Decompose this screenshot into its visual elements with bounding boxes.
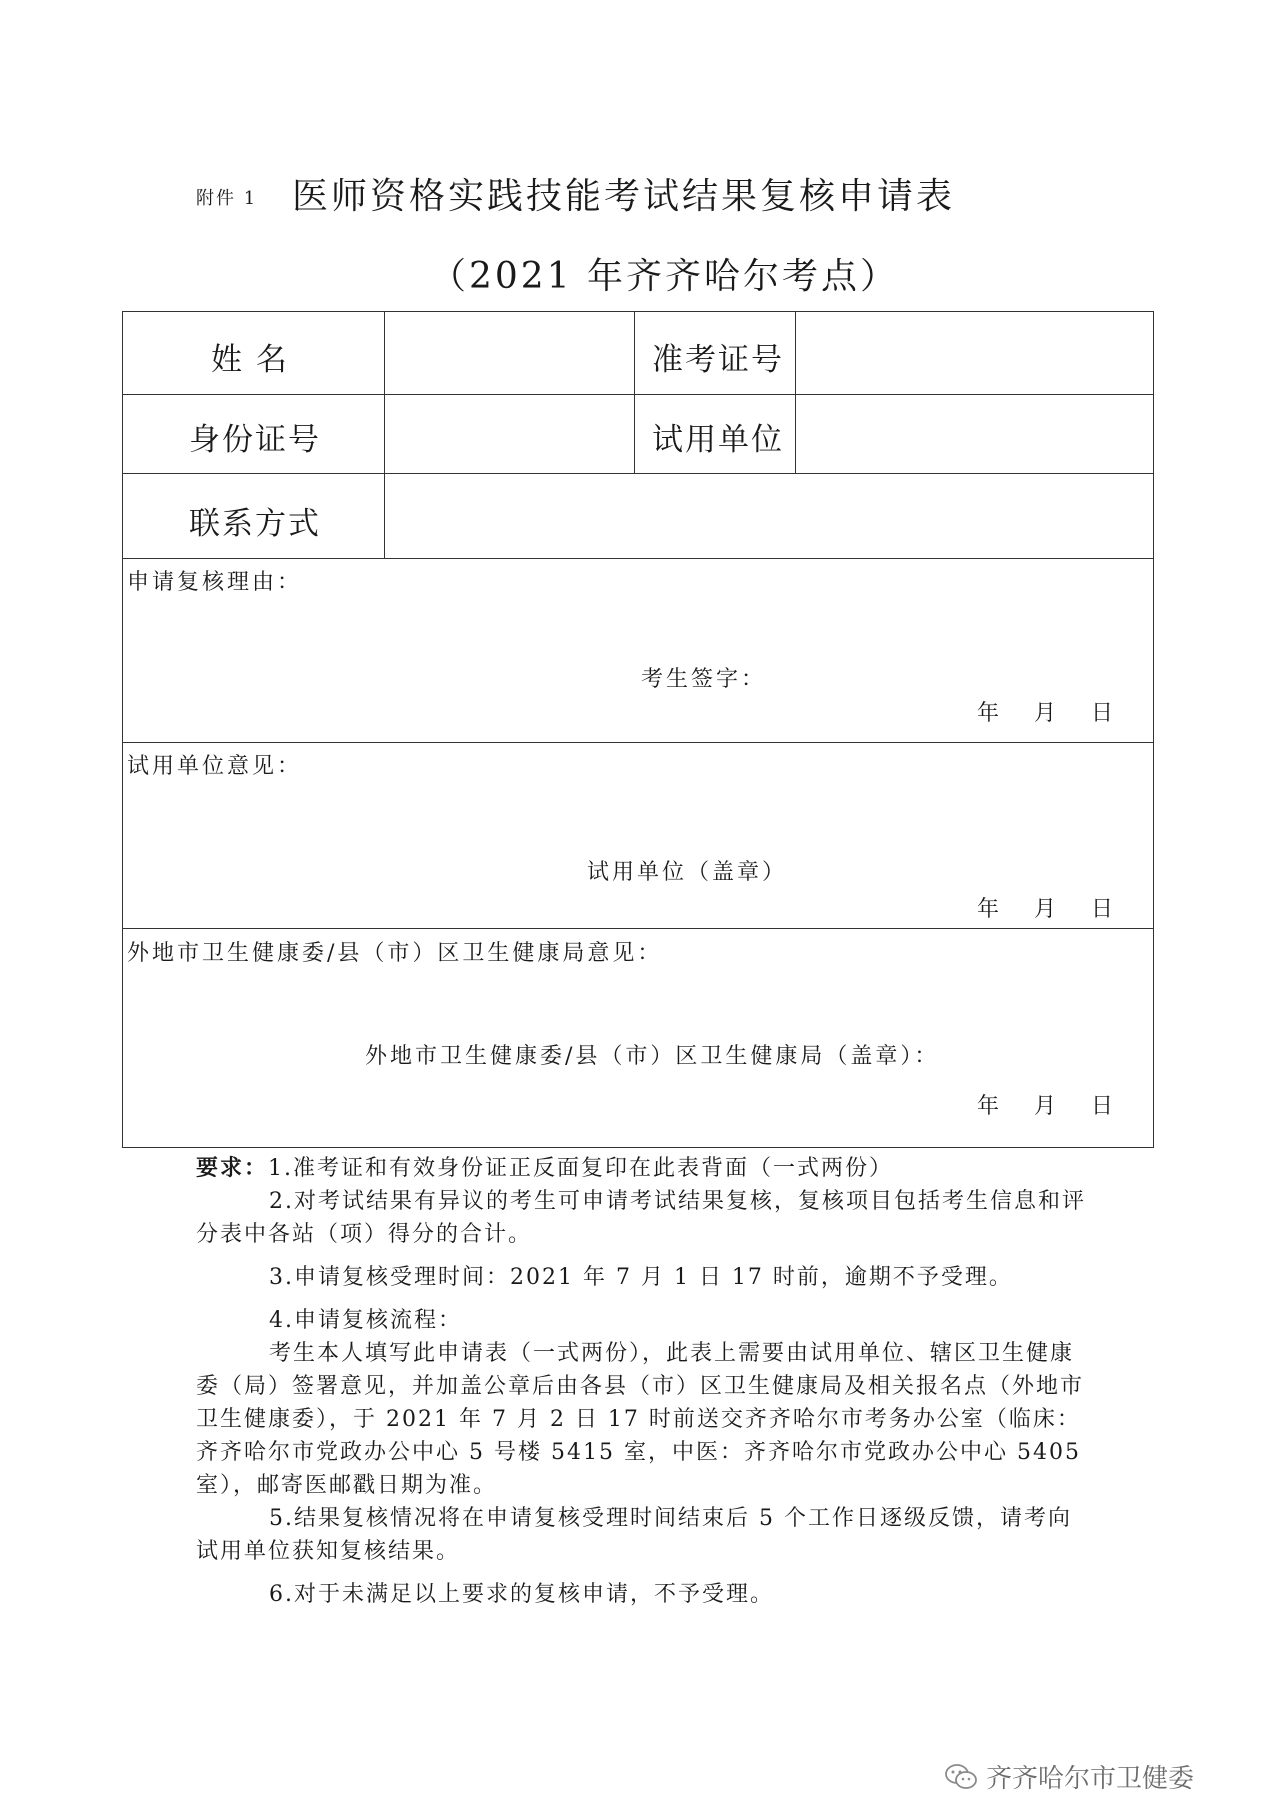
name-label: 姓 名	[211, 342, 289, 378]
reason-date: 年 月 日	[977, 701, 1127, 726]
bureau-opinion-date: 年 月 日	[977, 1094, 1127, 1119]
bureau-opinion-heading: 外地市卫生健康委/县（市）区卫生健康局意见：	[127, 941, 663, 966]
page-title: 医师资格实践技能考试结果复核申请表	[292, 176, 956, 217]
unit-opinion-date: 年 月 日	[977, 897, 1127, 922]
reason-heading: 申请复核理由：	[127, 570, 303, 595]
requirement-item: 4.申请复核流程：	[269, 1308, 462, 1333]
exam-id-field[interactable]	[796, 312, 1152, 394]
requirements-section	[196, 1152, 1086, 1611]
requirement-item: 2.对考试结果有异议的考生可申请考试结果复核，复核项目包括考生信息和评分表中各站（项）得分的合计。	[196, 1189, 1086, 1247]
attachment-label: 附件 1	[196, 188, 258, 209]
candidate-signature-label: 考生签字：	[641, 667, 767, 692]
exam-id-label: 准考证号	[652, 342, 784, 378]
wechat-icon	[944, 1763, 978, 1791]
requirement-item: 6.对于未满足以上要求的复核申请，不予受理。	[269, 1582, 774, 1607]
column-divider	[634, 312, 635, 473]
application-form-table	[122, 311, 1154, 1148]
contact-label: 联系方式	[189, 506, 321, 542]
page-subtitle: （2021 年齐齐哈尔考点）	[430, 256, 900, 297]
contact-field[interactable]	[385, 474, 1152, 558]
bureau-stamp-label: 外地市卫生健康委/县（市）区卫生健康局（盖章）：	[365, 1044, 940, 1069]
unit-field[interactable]	[796, 395, 1152, 473]
watermark-text: 齐齐哈尔市卫健委	[986, 1764, 1195, 1794]
name-field[interactable]	[385, 312, 634, 394]
unit-stamp-label: 试用单位（盖章）	[587, 860, 788, 885]
unit-label: 试用单位	[652, 422, 784, 458]
id-card-field[interactable]	[385, 395, 634, 473]
watermark	[944, 1758, 1194, 1795]
requirements-heading: 要求：	[196, 1156, 269, 1181]
requirement-detail: 考生本人填写此申请表（一式两份），此表上需要由试用单位、辖区卫生健康委（局）签署意见，并加盖公章后由各县（市）区卫生健康局及相关报名点（外地市卫生健康委），于 2021 年 7 月 2 日 17 时前送交齐齐哈尔市考务办公室（临床：齐齐哈尔市党政办公中心 5 号楼 5415 室，中医：齐齐哈尔市党政办公中心 5405 室），邮寄医邮戳日期为准。	[196, 1341, 1085, 1498]
id-card-label: 身份证号	[189, 422, 321, 458]
unit-opinion-heading: 试用单位意见：	[127, 754, 303, 779]
requirement-item: 3.申请复核受理时间：2021 年 7 月 1 日 17 时前，逾期不予受理。	[269, 1265, 1013, 1290]
requirement-item: 1.准考证和有效身份证正反面复印在此表背面（一式两份）	[268, 1156, 894, 1181]
requirement-item: 5.结果复核情况将在申请复核受理时间结束后 5 个工作日逐级反馈，请考向试用单位获知复核结果。	[196, 1506, 1072, 1564]
